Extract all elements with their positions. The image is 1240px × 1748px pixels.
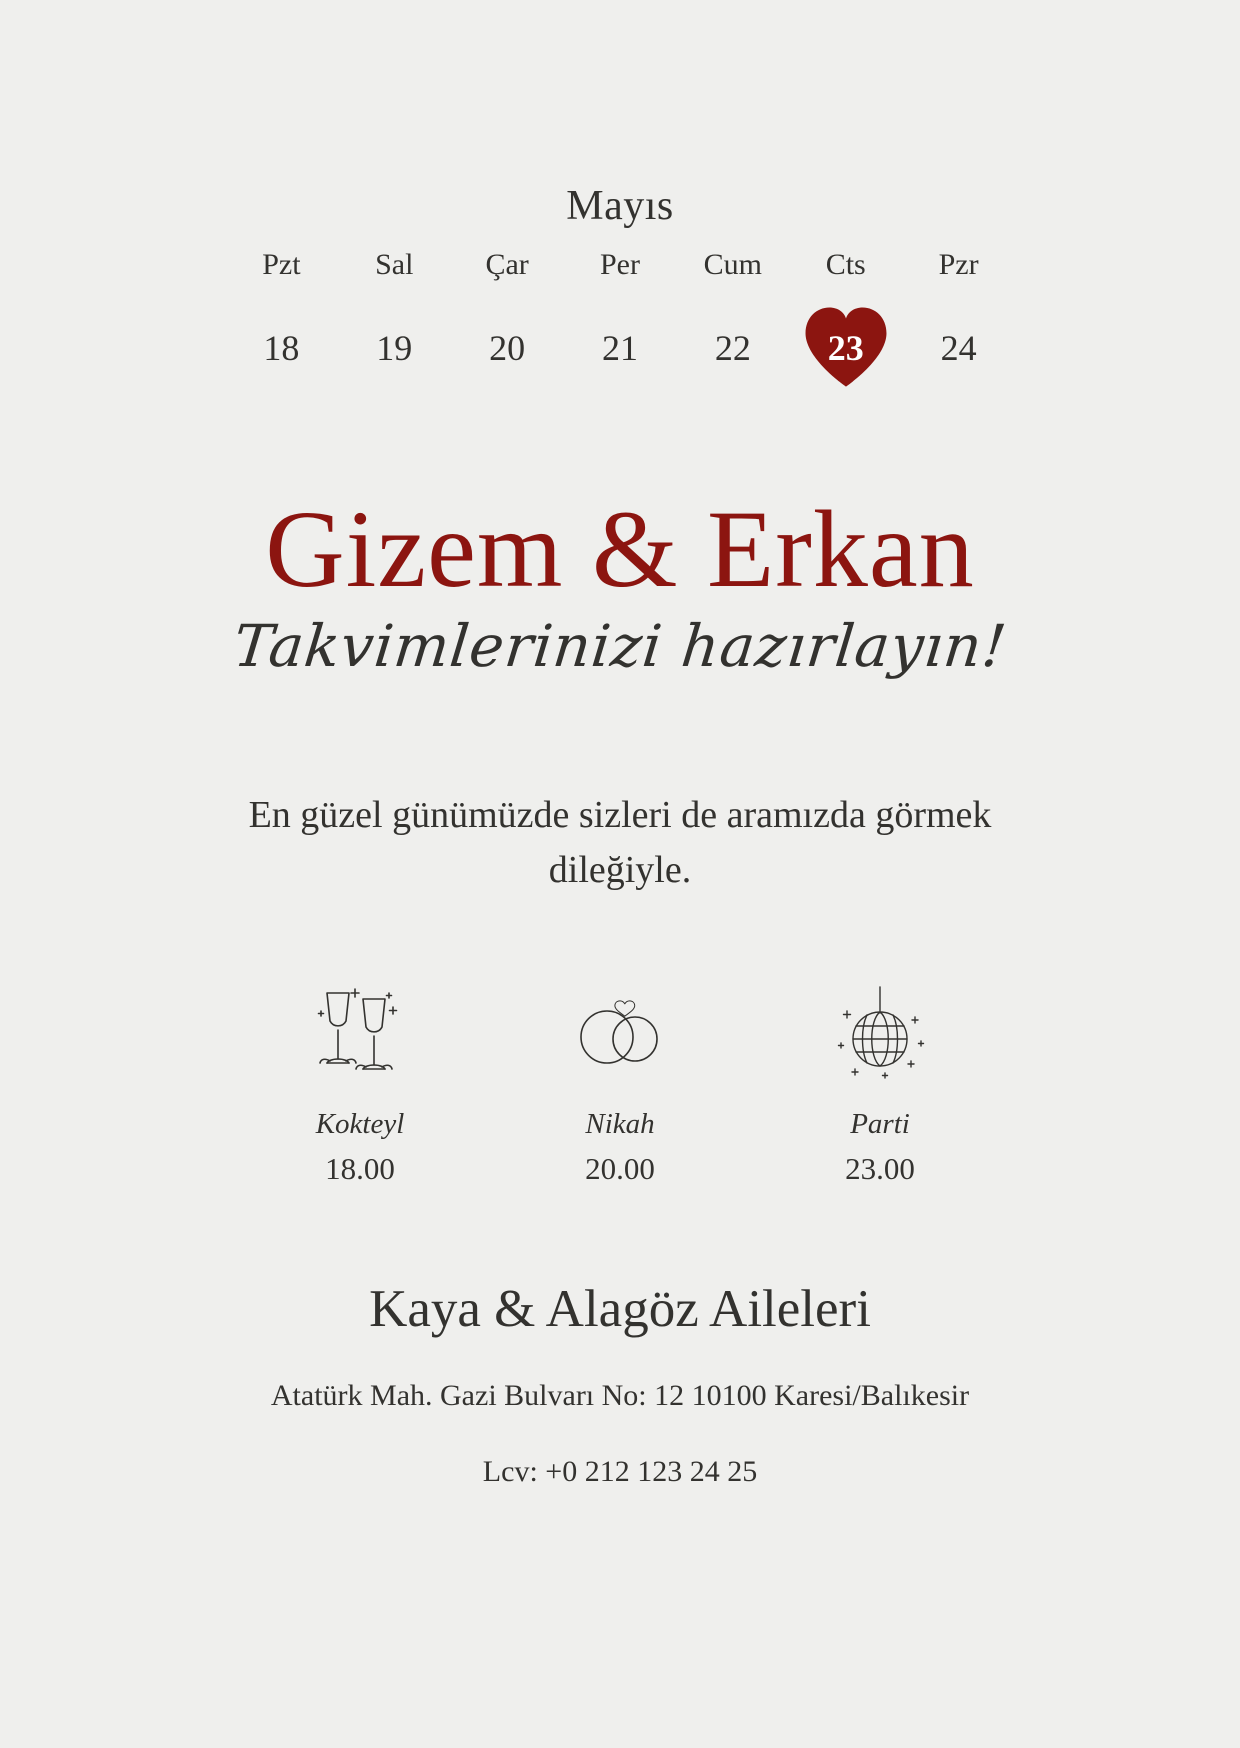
calendar-day-cell bbox=[225, 296, 338, 400]
rsvp-phone: Lcv: +0 212 123 24 25 bbox=[482, 1454, 758, 1488]
calendar-day-name: Cum bbox=[703, 248, 763, 281]
disco-ball-icon bbox=[825, 976, 935, 1086]
calendar-day-name: Sal bbox=[375, 248, 414, 281]
script-tagline: Takvimlerinizi hazırlayın! bbox=[230, 611, 1010, 680]
event-schedule bbox=[260, 976, 980, 1187]
event-item bbox=[260, 976, 460, 1187]
calendar-day-name: Per bbox=[599, 248, 640, 281]
event-name: Nikah bbox=[585, 1107, 655, 1140]
event-name: Parti bbox=[850, 1107, 910, 1140]
calendar-day-cell-selected bbox=[789, 296, 902, 400]
event-name: Kokteyl bbox=[315, 1107, 405, 1140]
event-time: 18.00 bbox=[325, 1150, 395, 1186]
event-time: 20.00 bbox=[585, 1150, 655, 1186]
calendar-day-name: Çar bbox=[485, 248, 529, 281]
event-item bbox=[520, 976, 720, 1187]
calendar-day-number: 21 bbox=[601, 328, 638, 368]
calendar-day-cell bbox=[564, 296, 677, 400]
calendar-day-number: 24 bbox=[940, 328, 977, 368]
calendar-day-cell bbox=[676, 296, 789, 400]
event-item bbox=[780, 976, 980, 1187]
couple-names: Gizem & Erkan bbox=[265, 488, 975, 610]
calendar bbox=[200, 182, 1040, 400]
calendar-day-number: 20 bbox=[489, 328, 526, 368]
calendar-day-number: 18 bbox=[263, 328, 300, 368]
calendar-day-name: Pzr bbox=[938, 248, 979, 281]
calendar-day-cell bbox=[338, 296, 451, 400]
wedding-rings-icon bbox=[565, 976, 675, 1086]
calendar-day-name: Pzt bbox=[262, 248, 301, 281]
calendar-day-cell bbox=[902, 296, 1015, 400]
calendar-day-cell bbox=[451, 296, 564, 400]
calendar-grid bbox=[225, 248, 1015, 400]
invitation-message: En güzel günümüzde sizleri de aramızda görmek dileğiyle. bbox=[248, 793, 992, 891]
champagne-glasses-icon bbox=[305, 976, 415, 1086]
event-time: 23.00 bbox=[845, 1150, 915, 1186]
calendar-day-number: 22 bbox=[714, 328, 751, 368]
calendar-day-number: 23 bbox=[827, 328, 864, 368]
calendar-day-number: 19 bbox=[376, 328, 413, 368]
calendar-month-label: Mayıs bbox=[566, 183, 674, 229]
calendar-day-name: Cts bbox=[825, 248, 866, 281]
venue-address: Atatürk Mah. Gazi Bulvarı No: 12 10100 Karesi/Balıkesir bbox=[270, 1378, 970, 1412]
families-line: Kaya & Alagöz Aileleri bbox=[369, 1279, 871, 1338]
